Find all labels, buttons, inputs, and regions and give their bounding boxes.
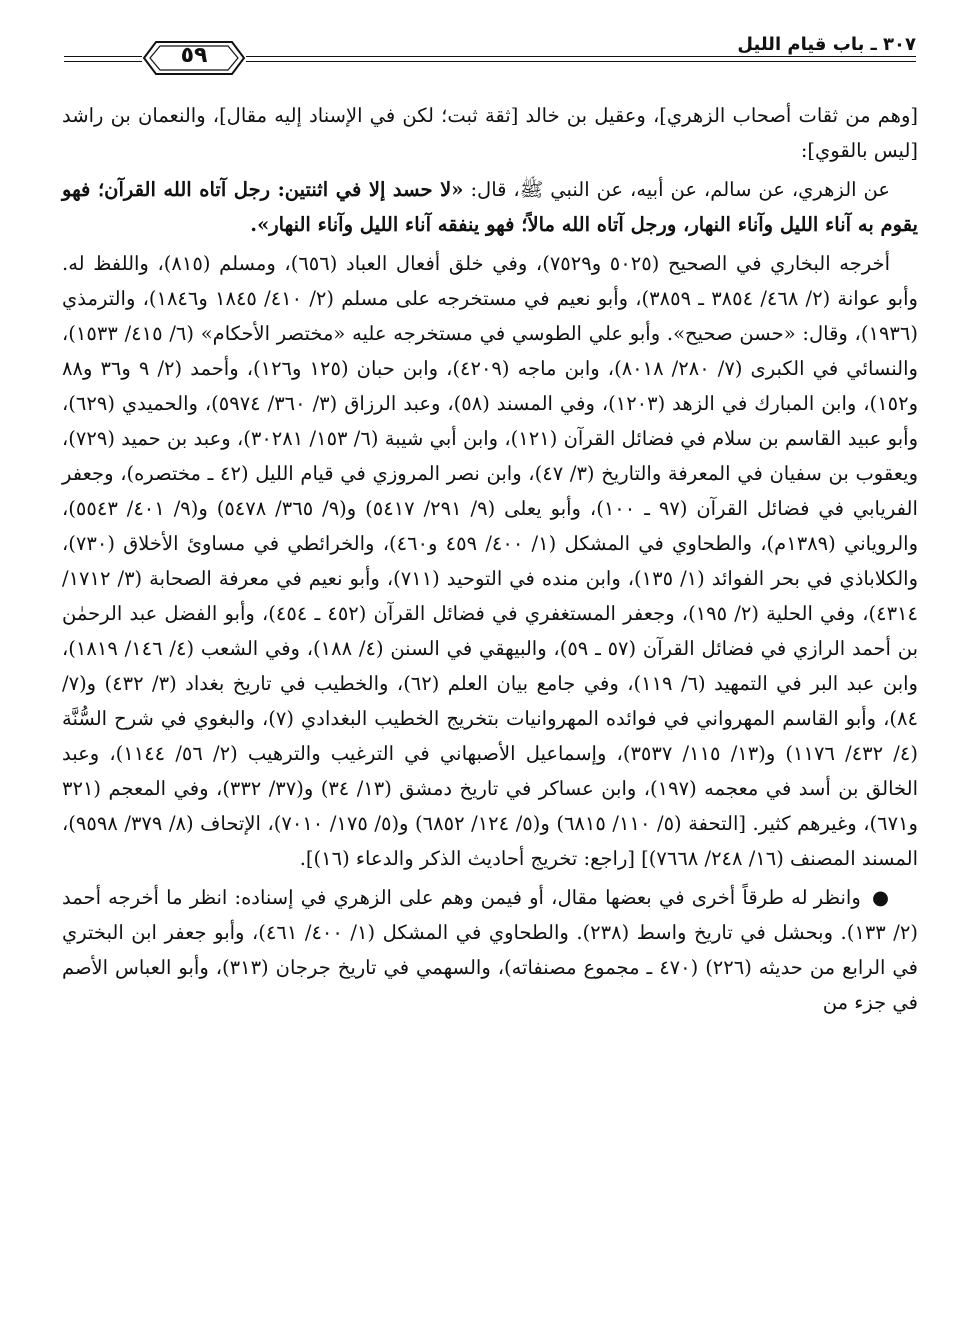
page-header [64,30,916,88]
page-number-badge [142,36,246,80]
hadith-isnad: عن الزهري، عن سالم، عن أبيه، عن النبي ﷺ، قال: [463,178,890,201]
header-rule-left-top [64,56,142,57]
page-body [62,98,918,1024]
hadith-text: «لا حسد إلا في اثنتين: رجل آتاه الله القرآن؛ فهو يقوم به آناء الليل وآناء النهار، ورجل آتاه الله مالاً؛ فهو ينفقه آناء الليل وآناء النهار». [62,178,918,236]
header-rule-left-bottom [64,61,142,62]
running-title: ٣٠٧ ـ باب قيام الليل [737,34,916,55]
paragraph-takhrij: أخرجه البخاري في الصحيح (٥٠٢٥ و٧٥٢٩)، وفي خلق أفعال العباد (٦٥٦)، ومسلم (٨١٥)، واللفظ له. وأبو عوانة (٢/ ٤٦٨/ ٣٨٥٤ ـ ٣٨٥٩)، وأبو نعيم في مستخرجه على مسلم (٢/ ٤١٠/ ١٨٤٥ و١٨٤٦)، والترمذي (١٩٣٦)، وقال: «حسن صحيح». وأبو علي الطوسي في مستخرجه عليه «مختصر الأحكام» (٦/ ٤١٥/ ١٥٣٣)، والنسائي في الكبرى (٧/ ٢٨٠/ ٨٠١٨)، وابن ماجه (٤٢٠٩)، وابن حبان (١٢٥ و١٢٦)، وأحمد (٢/ ٩ و٣٦ و٨٨ و١٥٢)، وابن المبارك في الزهد (١٢٠٣)، وفي المسند (٥٨)، وعبد الرزاق (٣/ ٣٦٠/ ٥٩٧٤)، والحميدي (٦٢٩)، وأبو عبيد القاسم بن سلام في فضائل القرآن (١٢١)، وابن أبي شيبة (٦/ ١٥٣/ ٣٠٢٨١)، وعبد بن حميد (٧٢٩)، ويعقوب بن سفيان في المعرفة والتاريخ (٣/ ٤٧)، وابن نصر المروزي في قيام الليل (٤٢ ـ مختصره)، وجعفر الفريابي في فضائل القرآن (٩٧ ـ ١٠٠)، وأبو يعلى (٩/ ٢٩١/ ٥٤١٧) و(٩/ ٣٦٥/ ٥٤٧٨) و(٩/ ٤٠١/ ٥٥٤٣)، والروياني (١٣٨٩م)، والطحاوي في المشكل (١/ ٤٠٠/ ٤٥٩ و٤٦٠)، والخرائطي في مساوئ الأخلاق (٧٣٠)، والكلاباذي في بحر الفوائد (١/ ١٣٥)، وابن منده في التوحيد (٧١١)، وأبو نعيم في معرفة الصحابة (٣/ ١٧١٢/ ٤٣١٤)، وفي الحلية (٢/ ١٩٥)، وجعفر المستغفري في فضائل القرآن (٤٥٢ ـ ٤٥٤)، وأبو الفضل عبد الرحمٰن بن أحمد الرازي في فضائل القرآن (٥٧ ـ ٥٩)، والبيهقي في السنن (٤/ ١٨٨)، وفي الشعب (٤/ ١٤٦/ ١٨١٩)، وابن عبد البر في التمهيد (٦/ ١١٩)، وفي جامع بيان العلم (٦٢)، والخطيب في تاريخ بغداد (٣/ ٤٣٢) و(٧/ ٨٤)، وأبو القاسم المهرواني في فوائده المهروانيات بتخريج الخطيب البغدادي (٧)، والبغوي في شرح السُّنَّة (٤/ ٤٣٢/ ١١٧٦) و(١٣/ ١١٥/ ٣٥٣٧)، وإسماعيل الأصبهاني في الترغيب والترهيب (٢/ ٥٦/ ١١٤٤)، وعبد الخالق بن أسد في معجمه (١٩٧)، وابن عساكر في تاريخ دمشق (١٣/ ٣٤) و(٣٧/ ٣٣٢)، وفي المعجم (٣٢١ و٦٧١)، وغيرهم كثير. [التحفة (٥/ ١١٠/ ٦٨١٥) و(٥/ ١٢٤/ ٦٨٥٢) و(٥/ ١٧٥/ ٧٠١٠)، الإتحاف (٨/ ٣٧٩/ ٩٥٩٨)، المسند المصنف (١٦/ ٢٤٨/ ٧٦٦٨)] [راجع: تخريج أحاديث الذكر والدعاء (١٦)]. [62,252,919,870]
paragraph-hadith [62,172,918,242]
header-rule-right-bottom [246,61,916,62]
header-rule-right-top [246,56,916,57]
other-routes-text: وانظر له طرقاً أخرى في بعضها مقال، أو فيمن وهم على الزهري في إسناده: انظر ما أخرجه أحمد (٢/ ١٣٣). وبحشل في تاريخ واسط (٢٣٨). والطحاوي في المشكل (١/ ٤٠٠/ ٤٦١)، وأبو جعفر ابن البختري في الرابع من حديثه (٢٢٦) (٤٧٠ ـ مجموع مصنفاته)، والسهمي في تاريخ جرجان (٣١٣)، وأبو العباس الأصم في جزء من [62,886,918,1014]
paragraph-narrators: [وهم من ثقات أصحاب الزهري]، وعقيل بن خالد [ثقة ثبت؛ لكن في الإسناد إليه مقال]، والنعمان بن راشد [ليس بالقوي]: [62,104,918,162]
page-number: ٥٩ [180,43,208,68]
bullet-icon: ● [871,886,890,909]
paragraph-other-routes [62,880,918,1020]
